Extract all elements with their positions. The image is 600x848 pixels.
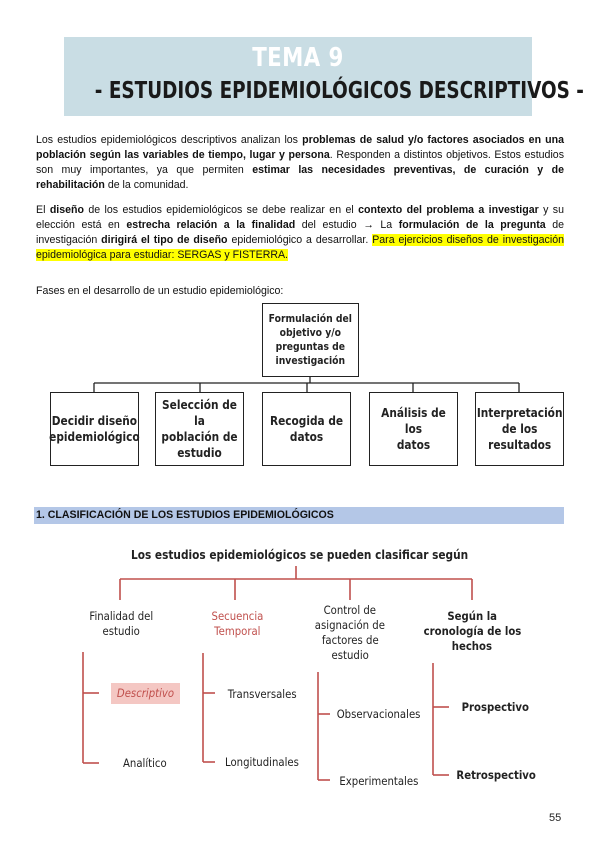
- phase-label: Interpretación: [476, 406, 563, 420]
- classification-title: Los estudios epidemiológicos se pueden clasificar según: [131, 548, 469, 562]
- phase-interpretation-box: [475, 392, 564, 466]
- phase-collection-box: [262, 392, 351, 466]
- title-line-1: TEMA 9: [252, 43, 344, 73]
- phase-analysis-box: [369, 392, 458, 466]
- phase-top-line: investigación: [275, 355, 346, 367]
- item-descriptivo: Descriptivo: [116, 686, 175, 700]
- phase-formulation-box: [262, 303, 359, 377]
- item-experimentales: Experimentales: [339, 774, 419, 788]
- item-retrospectivo: Retrospectivo: [456, 768, 536, 782]
- section-heading: 1. CLASIFICACIÓN DE LOS ESTUDIOS EPIDEMIOLÓGICOS: [36, 509, 334, 521]
- item-transversales: Transversales: [227, 687, 297, 701]
- item-analitico: Analítico: [123, 756, 167, 770]
- phase-label: resultados: [487, 438, 552, 452]
- item-prospectivo: Prospectivo: [461, 700, 529, 714]
- phase-top-line: preguntas de: [275, 341, 346, 353]
- section-heading-bar: [34, 507, 564, 524]
- phase-label: epidemiológico: [49, 430, 140, 444]
- phase-label: de los: [501, 422, 538, 436]
- item-observacionales: Observacionales: [337, 707, 421, 721]
- paragraph-design: El diseño de los estudios epidemiológicos se debe realizar en el contexto del problema a investigar y su elección está en estrecha relación a la finalidad del estudio → La formulación de la pregunta de investigación dirigirá el tipo de diseño epidemiológico a desarrollar. Para ejercicios diseños de investigación epidemiológica para estudiar: SERGAS y FISTERRA.: [36, 204, 564, 261]
- highlighted-note: Para ejercicios diseños de investigación epidemiológica para estudiar: SERGAS y FISTERRA.: [36, 234, 564, 261]
- category-secuencia: Secuencia Temporal: [211, 609, 263, 638]
- paragraph-intro: Los estudios epidemiológicos descriptivos analizan los problemas de salud y/o factores asociados en una población según las variables de tiempo, lugar y persona. Responden a distintos objetivos. Estos estudios son muy importantes, ya que permiten estimar las necesidades preventivas, de curación y de rehabilitación de la comunidad.: [36, 134, 565, 191]
- category-cronologia: Según la cronología de los hechos: [423, 609, 522, 653]
- title-line-2: - ESTUDIOS EPIDEMIOLÓGICOS DESCRIPTIVOS -: [94, 78, 584, 104]
- phase-top-line: objetivo y/o: [279, 327, 342, 339]
- phase-label: Recogida de: [269, 414, 344, 428]
- phase-label: datos: [289, 430, 324, 444]
- item-longitudinales: Longitudinales: [225, 755, 299, 769]
- category-control: Control de asignación de factores de estudio: [314, 603, 386, 662]
- phase-label: Decidir diseño: [51, 414, 138, 428]
- phase-label: estudio: [177, 446, 222, 460]
- phase-label: Selección de la: [162, 398, 237, 428]
- phase-label: población de: [161, 430, 238, 444]
- category-finalidad: Finalidad del estudio: [89, 609, 153, 638]
- phase-population-box: [155, 392, 244, 466]
- phase-top-line: Formulación del: [268, 313, 353, 325]
- phase-label: Análisis de los: [381, 406, 446, 436]
- page-number: 55: [549, 812, 562, 824]
- phase-design-box: [50, 392, 139, 466]
- paragraph-phases: Fases en el desarrollo de un estudio epidemiológico:: [36, 285, 284, 297]
- phase-label: datos: [396, 438, 431, 452]
